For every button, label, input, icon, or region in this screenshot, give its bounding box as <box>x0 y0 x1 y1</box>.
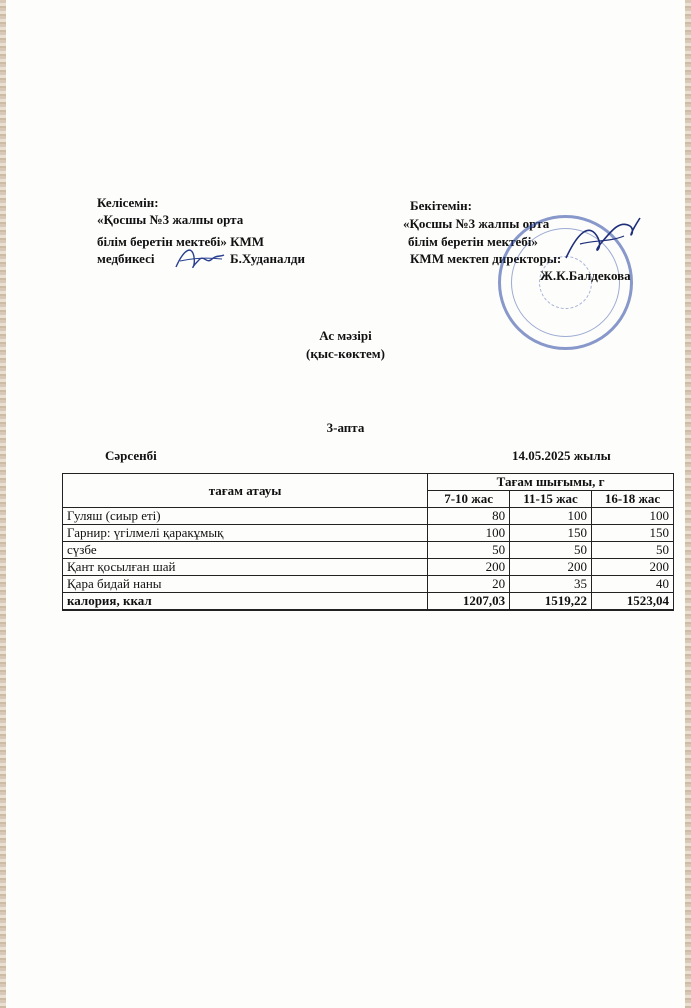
calorie-label: калория, ккал <box>63 593 428 611</box>
yield-value: 80 <box>428 508 510 525</box>
table-row <box>63 508 674 525</box>
dish-name-header: тағам атауы <box>63 474 428 508</box>
dish-name: сүзбе <box>63 542 428 559</box>
calorie-value: 1519,22 <box>510 593 592 611</box>
dish-name: Гарнир: үгілмелі қаракұмық <box>63 525 428 542</box>
yield-value: 200 <box>428 559 510 576</box>
right-approval-name: Ж.К.Балдекова <box>540 268 631 283</box>
director-signature <box>560 212 646 266</box>
nurse-signature <box>172 243 228 273</box>
age-group-header: 7-10 жас <box>428 491 510 508</box>
table-row <box>63 559 674 576</box>
age-group-header: 16-18 жас <box>592 491 674 508</box>
yield-value: 50 <box>428 542 510 559</box>
week-label: 3-апта <box>326 420 365 435</box>
calorie-value: 1523,04 <box>592 593 674 611</box>
yield-value: 150 <box>592 525 674 542</box>
dish-name: Гуляш (сиыр еті) <box>63 508 428 525</box>
right-approval-line2: білім беретін мектебі» <box>408 234 538 249</box>
date-label: 14.05.2025 жылы <box>512 448 611 463</box>
menu-title: Ас мәзірі <box>319 328 372 343</box>
scan-edge-right <box>685 0 691 1008</box>
day-label: Сәрсенбі <box>105 448 157 463</box>
right-approval-line1: «Қосшы №3 жалпы орта <box>403 216 550 231</box>
yield-value: 100 <box>428 525 510 542</box>
yield-value: 100 <box>592 508 674 525</box>
yield-value: 40 <box>592 576 674 593</box>
right-approval-line3: КММ мектеп директоры: <box>410 251 562 266</box>
yield-value: 150 <box>510 525 592 542</box>
yield-value: 20 <box>428 576 510 593</box>
left-approval-heading: Келісемін: <box>97 195 159 210</box>
left-approval-line1: «Қосшы №3 жалпы орта <box>97 212 244 227</box>
dish-name: Қара бидай наны <box>63 576 428 593</box>
table-row <box>63 576 674 593</box>
yield-value: 100 <box>510 508 592 525</box>
season-subtitle: (қыс-көктем) <box>306 346 385 361</box>
yield-value: 200 <box>592 559 674 576</box>
yield-value: 35 <box>510 576 592 593</box>
yield-value: 200 <box>510 559 592 576</box>
calorie-value: 1207,03 <box>428 593 510 611</box>
table-row <box>63 525 674 542</box>
dish-name: Қант қосылған шай <box>63 559 428 576</box>
yield-value: 50 <box>510 542 592 559</box>
menu-table <box>62 473 674 611</box>
left-approval-line2: білім беретін мектебі» КММ <box>97 234 265 249</box>
yield-value: 50 <box>592 542 674 559</box>
age-group-header: 11-15 жас <box>510 491 592 508</box>
table-row <box>63 542 674 559</box>
right-approval-heading: Бекітемін: <box>410 198 472 213</box>
calorie-total-row <box>63 593 674 611</box>
yield-header: Тағам шығымы, г <box>428 474 674 491</box>
left-approval-role: медбикесі <box>97 251 155 266</box>
left-approval-name: Б.Худаналди <box>230 251 305 266</box>
